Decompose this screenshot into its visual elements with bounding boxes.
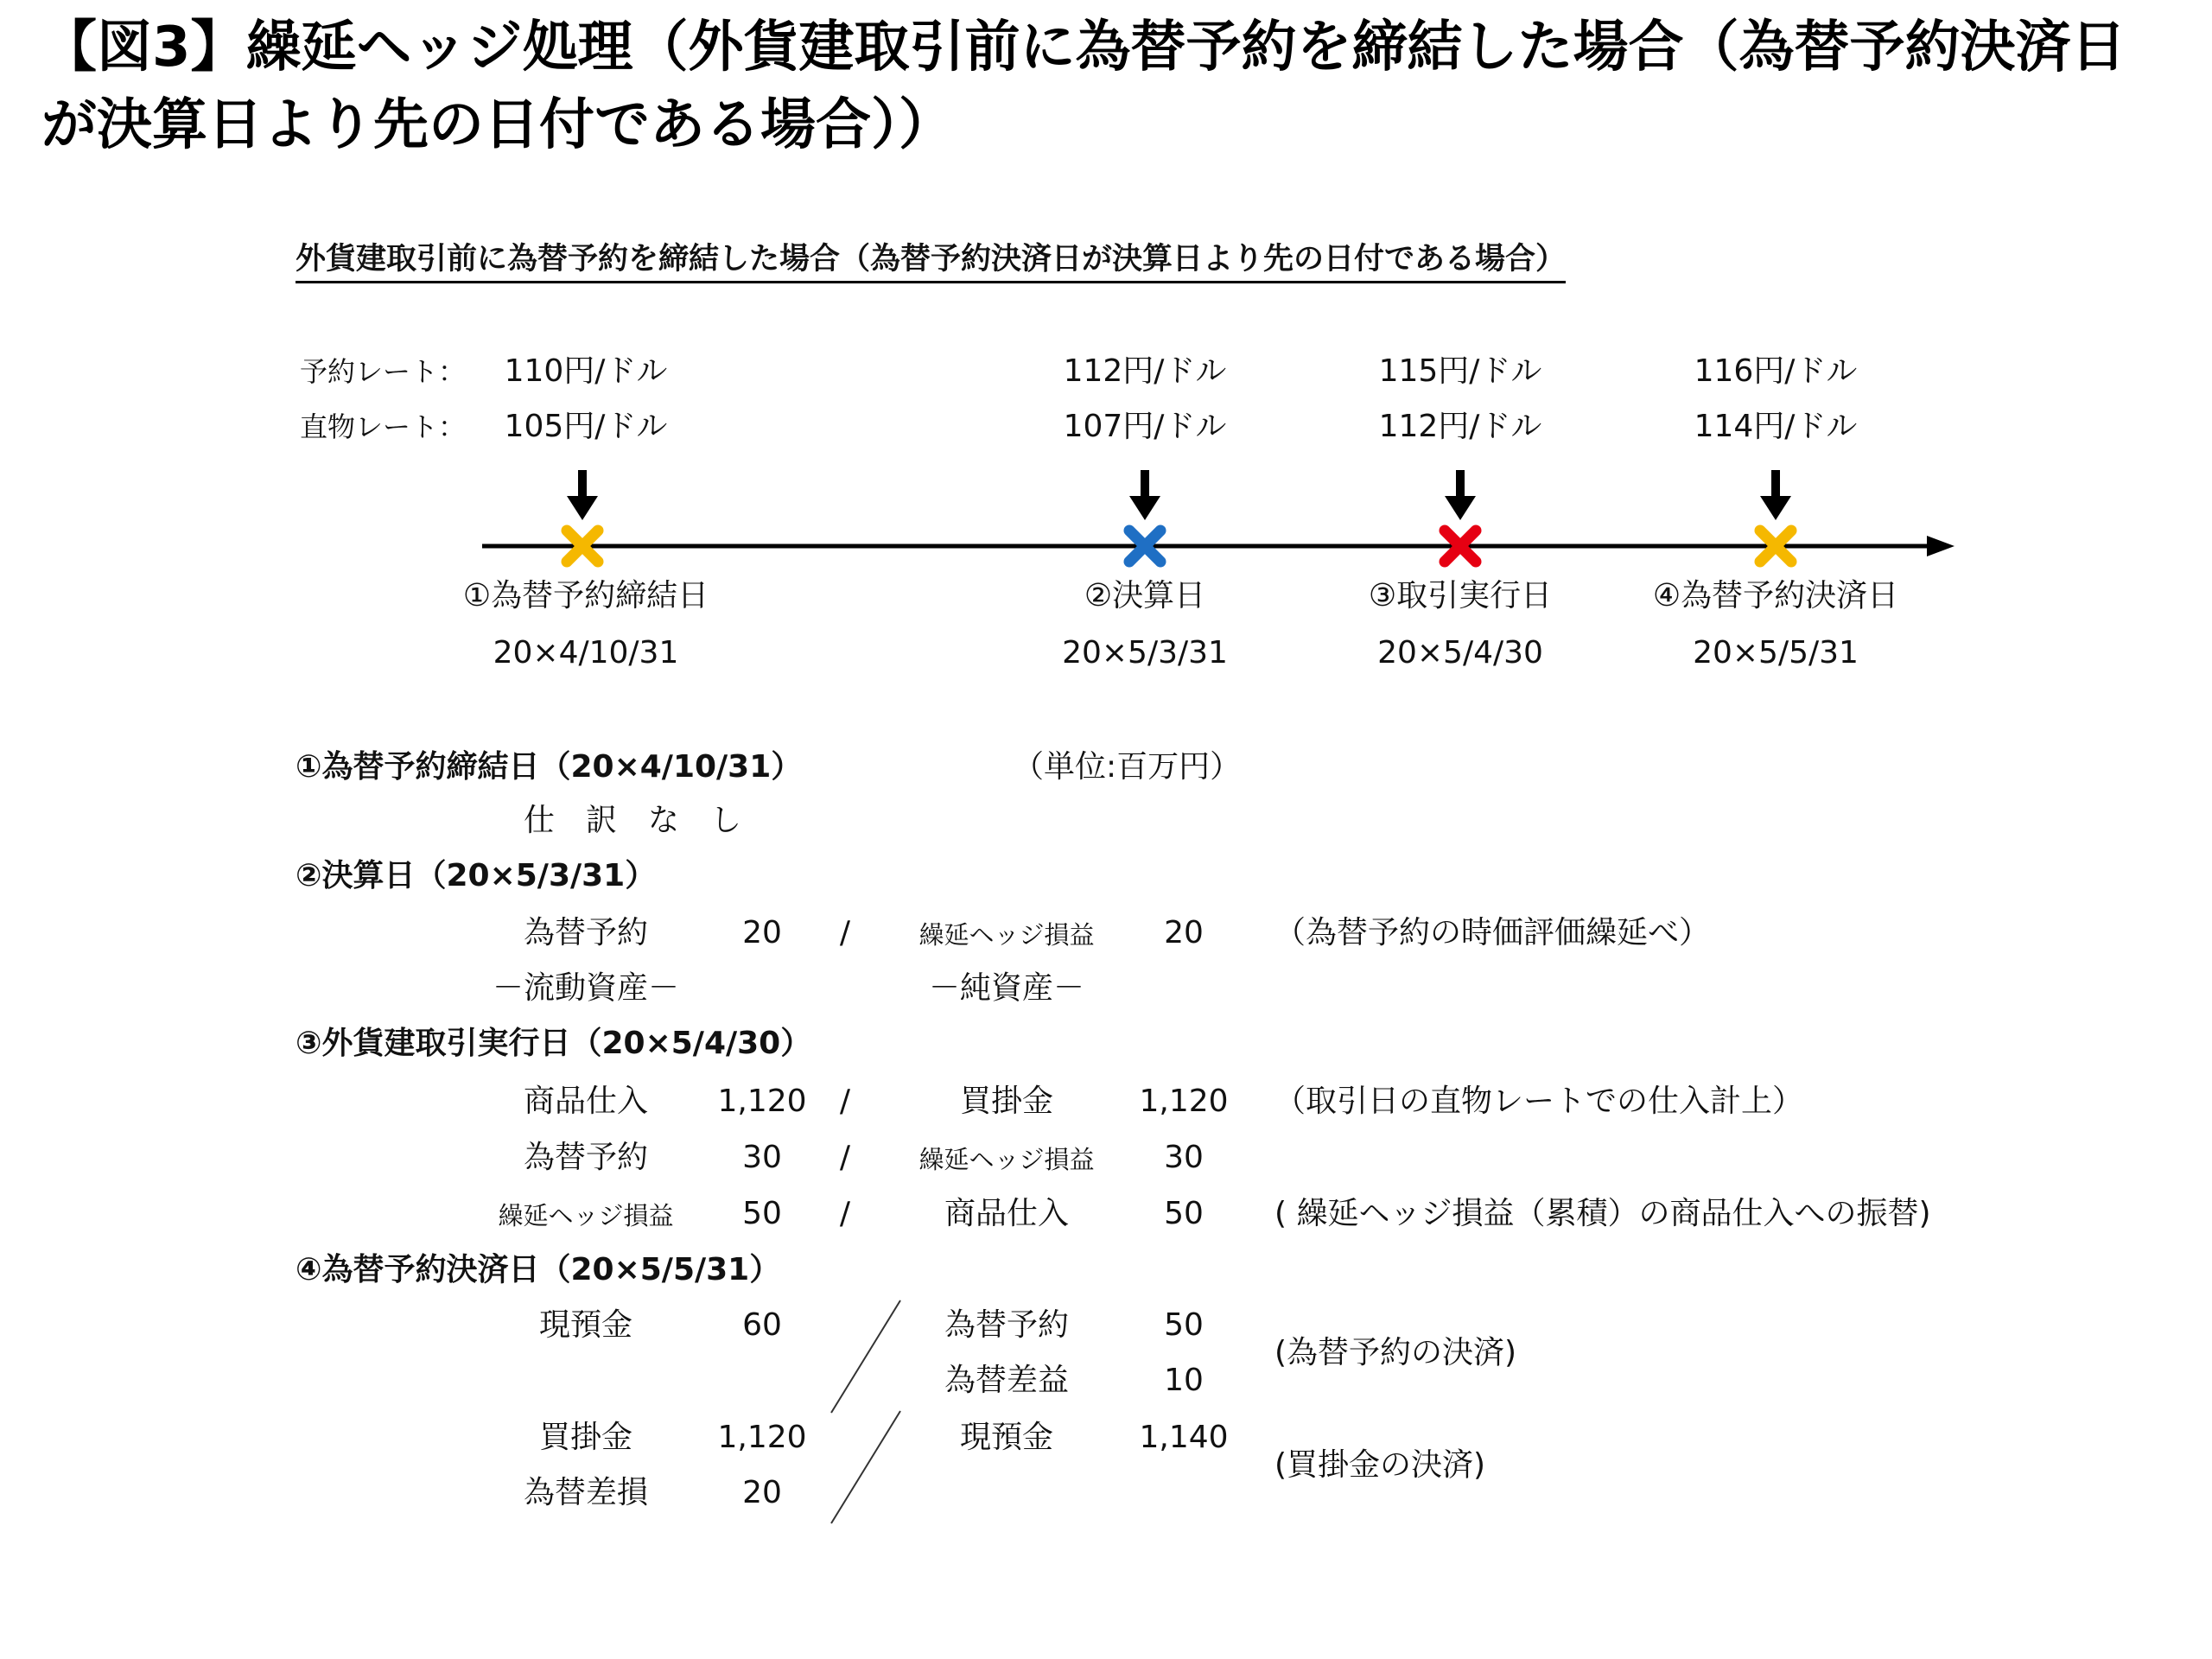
event-4-spot-rate: 114円/ドル [1694,409,1858,444]
s4-b2-note: (買掛金の決済) [1274,1447,1486,1483]
event-4-date: 20×5/5/31 [1693,635,1859,671]
s2-credit-account: 繰延ヘッジ損益 [918,920,1095,950]
event-1-date: 20×4/10/31 [493,635,679,671]
s3-row1-note: （取引日の直物レートでの仕入計上） [1274,1084,1804,1119]
s3-row2-debit-account: 為替予約 [523,1140,649,1175]
s3-row1-slash: / [839,1084,851,1119]
s4-b2-debit1-amount: 1,120 [717,1420,807,1455]
s3-row1-debit-account: 商品仕入 [523,1084,649,1119]
event-3-down-arrow [1445,470,1476,520]
s3-row2-slash: / [839,1140,851,1175]
event-4-down-arrow [1760,470,1791,520]
s3-row3-debit-amount: 50 [742,1196,782,1231]
s3-row2-credit-amount: 30 [1164,1140,1204,1175]
event-2-down-arrow [1129,470,1160,520]
s2-note: （為替予約の時価評価繰延べ） [1274,915,1711,950]
s4-b2-debit2-amount: 20 [742,1475,782,1510]
s4-b1-credit2-account: 為替差益 [944,1363,1070,1398]
event-3-spot-rate: 112円/ドル [1378,409,1542,444]
figure-title: 【図3】繰延ヘッジ処理（外貨建取引前に為替予約を締結した場合（為替予約決済日が決算日より先の日付である場合）） [41,16,2126,157]
forward-rate-row-label: 予約レート： [300,355,467,388]
unit-label: （単位:百万円） [1013,749,1242,785]
s3-row1-debit-amount: 1,120 [717,1084,807,1119]
s2-debit-class: －流動資産－ [492,970,680,1006]
event-2-spot-rate: 107円/ドル [1063,409,1227,444]
s3-row1-credit-account: 買掛金 [959,1084,1054,1119]
event-2-label: ②決算日 [1084,578,1206,613]
s2-debit-account: 為替予約 [523,915,649,950]
section-3-heading: ③外貨建取引実行日（20×5/4/30） [296,1026,812,1061]
event-3-label: ③取引実行日 [1368,578,1553,613]
s4-b1-debit-account: 現預金 [538,1307,633,1343]
event-2-date: 20×5/3/31 [1062,635,1228,671]
block2-divider [831,1411,900,1523]
block1-divider [831,1300,900,1413]
s2-debit-amount: 20 [742,915,782,950]
event-2-forward-rate: 112円/ドル [1063,353,1227,389]
s4-b2-credit-amount: 1,140 [1139,1420,1229,1455]
s3-row2-credit-account: 繰延ヘッジ損益 [918,1145,1095,1174]
event-4-label: ④為替予約決済日 [1652,578,1899,613]
event-3-forward-rate: 115円/ドル [1378,353,1542,389]
s2-slash: / [839,915,851,950]
event-1-down-arrow [567,470,598,520]
diagram-subtitle: 外貨建取引前に為替予約を締結した場合（為替予約決済日が決算日より先の日付である場合） [296,240,1566,283]
event-1-forward-rate: 110円/ドル [504,353,668,389]
s3-row3-slash: / [839,1196,851,1231]
timeline-arrowhead [1927,536,1955,556]
event-3-date: 20×5/4/30 [1377,635,1543,671]
s4-b1-debit-amount: 60 [742,1307,782,1343]
event-1-label: ①為替予約締結日 [462,578,709,613]
no-entry-text: 仕 訳 な し [524,803,742,838]
section-1-heading: ①為替予約締結日（20×4/10/31） [296,749,803,785]
s3-row3-credit-amount: 50 [1164,1196,1204,1231]
s4-b2-credit-account: 現預金 [959,1420,1054,1455]
event-4-forward-rate: 116円/ドル [1694,353,1858,389]
s4-b2-debit1-account: 買掛金 [538,1420,633,1455]
s2-credit-amount: 20 [1164,915,1204,950]
s3-row3-credit-account: 商品仕入 [944,1196,1070,1231]
s3-row1-credit-amount: 1,120 [1139,1084,1229,1119]
s2-credit-class: －純資産－ [928,970,1085,1006]
s3-row2-debit-amount: 30 [742,1140,782,1175]
s3-row3-debit-account: 繰延ヘッジ損益 [498,1201,674,1230]
s4-b1-credit1-amount: 50 [1164,1307,1204,1343]
s4-b1-credit1-account: 為替予約 [944,1307,1070,1343]
event-1-spot-rate: 105円/ドル [504,409,668,444]
s3-row3-note: ( 繰延ヘッジ損益（累積）の商品仕入への振替) [1274,1196,1931,1231]
s4-b1-credit2-amount: 10 [1164,1363,1204,1398]
spot-rate-row-label: 直物レート： [300,410,467,443]
section-2-heading: ②決算日（20×5/3/31） [296,858,657,893]
s4-b1-note: (為替予約の決済) [1274,1335,1517,1370]
s4-b2-debit2-account: 為替差損 [523,1475,649,1510]
section-4-heading: ④為替予約決済日（20×5/5/31） [296,1252,781,1287]
